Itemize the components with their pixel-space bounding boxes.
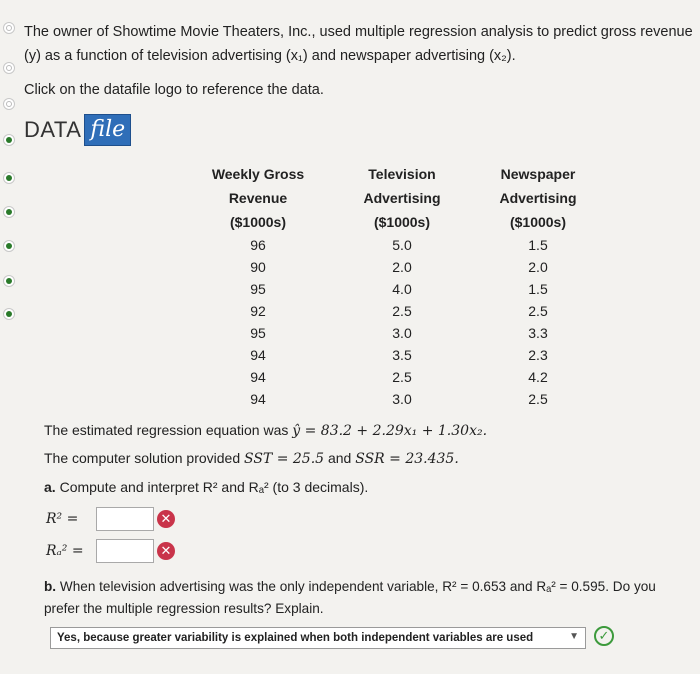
part-a-prompt: a. Compute and interpret R² and Rₐ² (to 3 decimals). (44, 479, 369, 495)
table-cell: 4.2 (528, 369, 548, 385)
datafile-instruction: Click on the datafile logo to reference the data. (24, 82, 324, 98)
table-row (184, 322, 604, 344)
table-row (184, 366, 604, 388)
table-cell: 94 (250, 347, 266, 363)
table-row (184, 388, 604, 410)
r2-row (46, 506, 175, 532)
table-header-cell: ($1000s) (509, 214, 567, 230)
question-content (24, 0, 700, 674)
table-cell: 1.5 (528, 237, 548, 253)
table-cell: 2.0 (392, 259, 412, 275)
nav-dot[interactable] (3, 62, 15, 74)
ra2-label: Rₐ² = (46, 543, 84, 559)
table-cell: 3.0 (392, 325, 412, 341)
table-header-row (184, 186, 604, 210)
sst-value: SST = 25.5 (244, 451, 325, 467)
nav-dot[interactable] (3, 172, 15, 184)
chevron-down-icon: ▼ (569, 631, 579, 642)
datafile-logo-file: file (84, 114, 131, 146)
table-header-cell: Newspaper (500, 166, 576, 182)
datafile-logo[interactable] (24, 114, 131, 146)
table-header-cell: ($1000s) (373, 214, 431, 230)
table-cell: 4.0 (392, 281, 412, 297)
nav-dot[interactable] (3, 308, 15, 320)
table-cell: 95 (250, 281, 266, 297)
table-cell: 95 (250, 325, 266, 341)
answer-dropdown[interactable] (50, 627, 586, 649)
table-header-cell: ($1000s) (229, 214, 287, 230)
table-cell: 5.0 (392, 237, 412, 253)
x-circle-icon: ✕ (157, 510, 175, 528)
table-cell: 3.5 (392, 347, 412, 363)
table-cell: 90 (250, 259, 266, 275)
table-header-cell: Revenue (228, 190, 288, 206)
table-header-row (184, 210, 604, 234)
table-header-cell: Advertising (363, 190, 441, 206)
table-cell: 2.5 (528, 391, 548, 407)
table-cell: 2.3 (528, 347, 548, 363)
table-cell: 96 (250, 237, 266, 253)
table-cell: 3.3 (528, 325, 548, 341)
table-row (184, 256, 604, 278)
data-table (184, 162, 604, 410)
r2-input[interactable] (96, 507, 154, 531)
table-header-cell: Advertising (499, 190, 577, 206)
table-cell: 92 (250, 303, 266, 319)
equation-formula: ŷ = 83.2 + 2.29x₁ + 1.30x₂. (292, 423, 488, 439)
table-row (184, 278, 604, 300)
table-cell: 2.5 (528, 303, 548, 319)
nav-dot[interactable] (3, 240, 15, 252)
table-row (184, 344, 604, 366)
table-cell: 2.5 (392, 369, 412, 385)
r2-label: R² = (46, 511, 79, 527)
ra2-input[interactable] (96, 539, 154, 563)
table-cell: 94 (250, 369, 266, 385)
ssr-value: SSR = 23.435. (355, 451, 459, 467)
answer-selected: Yes, because greater variability is explained when both independent variables are used (57, 632, 534, 644)
nav-dot[interactable] (3, 98, 15, 110)
x-circle-icon: ✕ (157, 542, 175, 560)
sst-ssr-line: The computer solution provided SST = 25.5 and SSR = 23.435. (44, 450, 459, 467)
table-cell: 2.0 (528, 259, 548, 275)
intro-text: The owner of Showtime Movie Theaters, Inc., used multiple regression analysis to predict gross revenue (y) as a function of television advertising (x₁) and newspaper advertising (x₂). (24, 24, 693, 64)
nav-dot[interactable] (3, 206, 15, 218)
nav-dot[interactable] (3, 22, 15, 34)
table-header-cell: Weekly Gross (211, 166, 305, 182)
table-cell: 3.0 (392, 391, 412, 407)
ra2-row (46, 538, 175, 564)
table-cell: 94 (250, 391, 266, 407)
table-cell: 2.5 (392, 303, 412, 319)
datafile-logo-data: DATA (24, 117, 82, 142)
question-intro (24, 20, 696, 102)
table-header-cell: Television (368, 166, 436, 182)
question-nav-gutter (0, 0, 22, 674)
table-cell: 1.5 (528, 281, 548, 297)
table-row (184, 300, 604, 322)
check-circle-icon: ✓ (594, 626, 614, 646)
part-b-prompt: b. When television advertising was the only independent variable, R² = 0.653 and Rₐ² = 0.595. Do you prefer the multiple regression results? Explain. (44, 579, 656, 616)
nav-dot[interactable] (3, 275, 15, 287)
regression-equation: The estimated regression equation was ŷ = 83.2 + 2.29x₁ + 1.30x₂. (44, 422, 488, 439)
nav-dot[interactable] (3, 134, 15, 146)
table-row (184, 234, 604, 256)
table-header-row (184, 162, 604, 186)
